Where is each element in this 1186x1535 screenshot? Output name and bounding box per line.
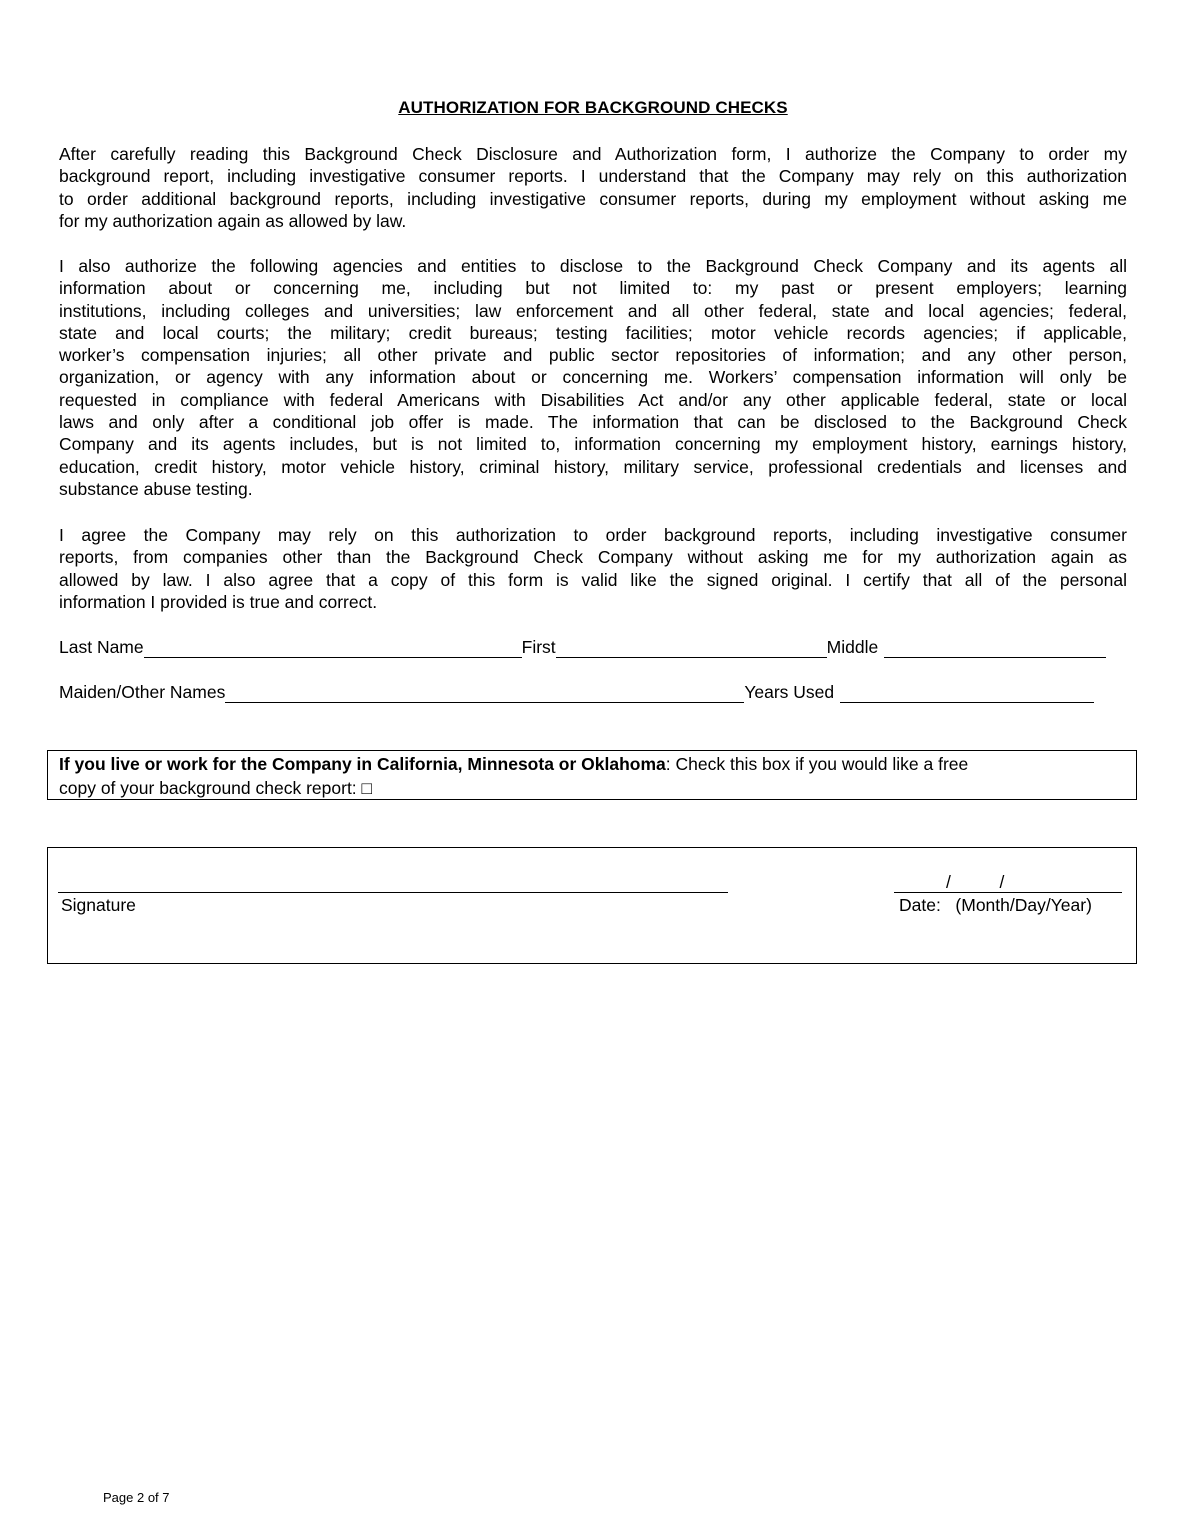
first-name-label: First [521, 637, 556, 657]
years-used-field[interactable] [840, 684, 1094, 703]
paragraph-line: information I provided is true and correct. [59, 591, 378, 612]
date-label [899, 895, 1092, 916]
signature-label: Signature [61, 895, 136, 915]
paragraph-line: state and local courts; the military; credit bureaus; testing facilities; motor vehicle records agencies; if applicable, [59, 322, 1127, 343]
middle-name-field[interactable] [884, 639, 1106, 658]
last-name-label: Last Name [59, 637, 144, 657]
middle-name-label: Middle [826, 637, 879, 657]
paragraph-line: Company and its agents includes, but is not limited to, information concerning my employment history, earnings history, [59, 434, 1127, 455]
date-field[interactable] [894, 892, 1122, 893]
paragraph-line: organization, or agency with any information about or concerning me. Workers’ compensation information will only be [59, 367, 1127, 388]
paragraph-agreement [59, 524, 1127, 613]
date-field-slashes: / / [946, 872, 1005, 892]
years-used-label: Years Used [744, 682, 835, 702]
date-label-text: Date: [899, 895, 941, 915]
first-name-field[interactable] [556, 639, 827, 658]
last-name-field[interactable] [144, 639, 522, 658]
paragraph-line: institutions, including colleges and universities; law enforcement and all other federal, state and local agencies; federal, [59, 300, 1127, 321]
paragraph-line: I also authorize the following agencies and entities to disclose to the Background Check Company and its agents all [59, 256, 1127, 276]
paragraph-line: reports, from companies other than the Background Check Company without asking me for my authorization again as [59, 547, 1127, 568]
paragraph-line: information about or concerning me, including but not limited to: my past or present employers; learning [59, 278, 1127, 299]
page-title: AUTHORIZATION FOR BACKGROUND CHECKS [398, 98, 788, 117]
paragraph-line: allowed by law. I also agree that a copy of this form is valid like the signed original. I certify that all of the personal [59, 569, 1127, 590]
paragraph-line: substance abuse testing. [59, 478, 253, 499]
paragraph-line: laws and only after a conditional job offer is made. The information that can be disclosed to the Background Check [59, 412, 1127, 433]
notice-text-line2: copy of your background check report: [59, 778, 362, 798]
other-names-row [59, 681, 1123, 703]
paragraph-line: to order additional background reports, including investigative consumer reports, during my employment without asking me [59, 188, 1127, 209]
notice-text: : Check this box if you would like a free [665, 754, 969, 774]
paragraph-line: worker’s compensation injuries; all other private and public sector repositories of information; and any other person, [59, 345, 1127, 366]
maiden-names-label: Maiden/Other Names [59, 682, 226, 702]
name-fields-row [59, 636, 1123, 658]
paragraph-line: After carefully reading this Background Check Disclosure and Authorization form, I authorize the Company to order my [59, 144, 1127, 164]
notice-states-text: If you live or work for the Company in California, Minnesota or Oklahoma [59, 754, 666, 774]
signature-field[interactable] [58, 892, 728, 893]
paragraph-agencies [59, 255, 1127, 500]
free-copy-checkbox[interactable]: □ [361, 778, 373, 798]
maiden-names-field[interactable] [225, 684, 744, 703]
paragraph-line: background report, including investigative consumer reports. I understand that the Company may rely on this authorization [59, 166, 1127, 187]
free-copy-notice-box [47, 750, 1137, 800]
paragraph-line: for my authorization again as allowed by law. [59, 210, 407, 231]
signature-box [47, 847, 1137, 964]
paragraph-line: education, credit history, motor vehicle history, criminal history, military service, professional credentials and licenses and [59, 456, 1127, 477]
paragraph-line: I agree the Company may rely on this authorization to order background reports, including investigative consumer [59, 525, 1127, 545]
page-number: Page 2 of 7 [103, 1490, 170, 1505]
date-format-text: (Month/Day/Year) [955, 895, 1092, 915]
paragraph-line: requested in compliance with federal Americans with Disabilities Act and/or any other applicable federal, state or local [59, 389, 1127, 410]
paragraph-authorization [59, 143, 1127, 232]
